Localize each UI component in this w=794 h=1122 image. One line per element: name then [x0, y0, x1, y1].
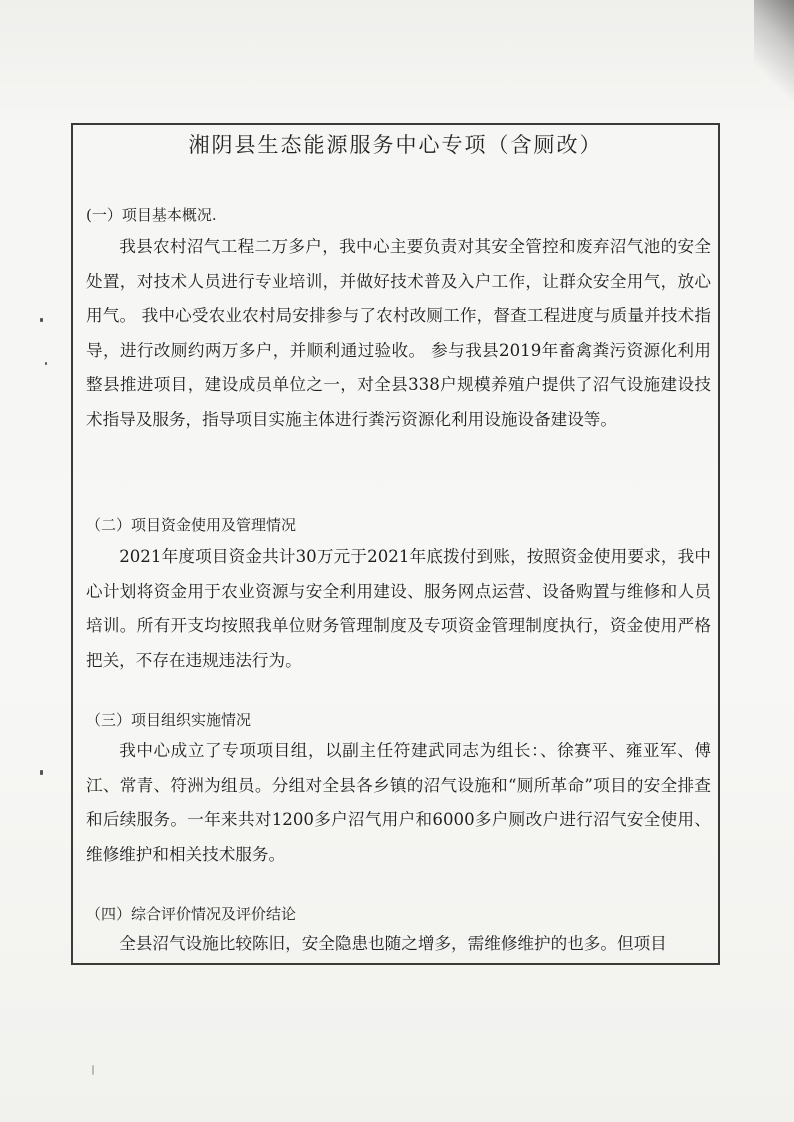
section-paragraph-2: 2021年度项目资金共计30万元于2021年底拨付到账，按照资金使用要求，我中心计划将资金用于农业资源与安全利用建设、服务网点运营、设备购置与维修和人员培训。所有开支均按照我单位财务管理制度及专项资金管理制度执行，资金使用严格把关，不存在违规违法行为。 [86, 547, 711, 670]
section-heading-4: （四）综合评价情况及评价结论 [86, 905, 297, 923]
document-title: 湘阴县生态能源服务中心专项（含厕改） [188, 133, 603, 157]
section-paragraph-4: 全县沼气设施比较陈旧，安全隐患也随之增多，需维修维护的也多。但项目 [119, 934, 667, 953]
section-heading-1: (一）项目基本概况. [86, 206, 217, 224]
scan-shadow [754, 0, 794, 110]
scan-speck [45, 362, 47, 365]
section-paragraph-3: 我中心成立了专项项目组，以副主任符建武同志为组长：、徐赛平、雍亚军、傅江、常青、符洲为组员。分组对全县各乡镇的沼气设施和“厕所革命”项目的安全排查和后续服务。一年来共对1200多户沼气用户和6000多户厕改户进行沼气安全使用、维修维护和相关技术服务。 [86, 741, 711, 864]
scan-speck [40, 318, 43, 322]
scan-speck [40, 770, 43, 775]
section-heading-2: （二）项目资金使用及管理情况 [86, 516, 297, 534]
section-heading-3: （三）项目组织实施情况 [86, 711, 252, 729]
scan-speck [92, 1065, 94, 1075]
section-paragraph-1: 我县农村沼气工程二万多户，我中心主要负责对其安全管控和废弃沼气池的安全处置，对技术人员进行专业培训，并做好技术普及入户工作，让群众安全用气，放心用气。 我中心受农业农村局安排参与了农村改厕工作，督查工程进度与质量并技术指导，进行改厕约两万多户，并顺利通过验收。 参与我县2019年畜禽粪污资源化利用整县推进项目，建设成员单位之一，对全县338户规模养殖户提供了沼气设施建设技术指导及服务，指导项目实施主体进行粪污资源化利用设施设备建设等。 [86, 237, 711, 429]
